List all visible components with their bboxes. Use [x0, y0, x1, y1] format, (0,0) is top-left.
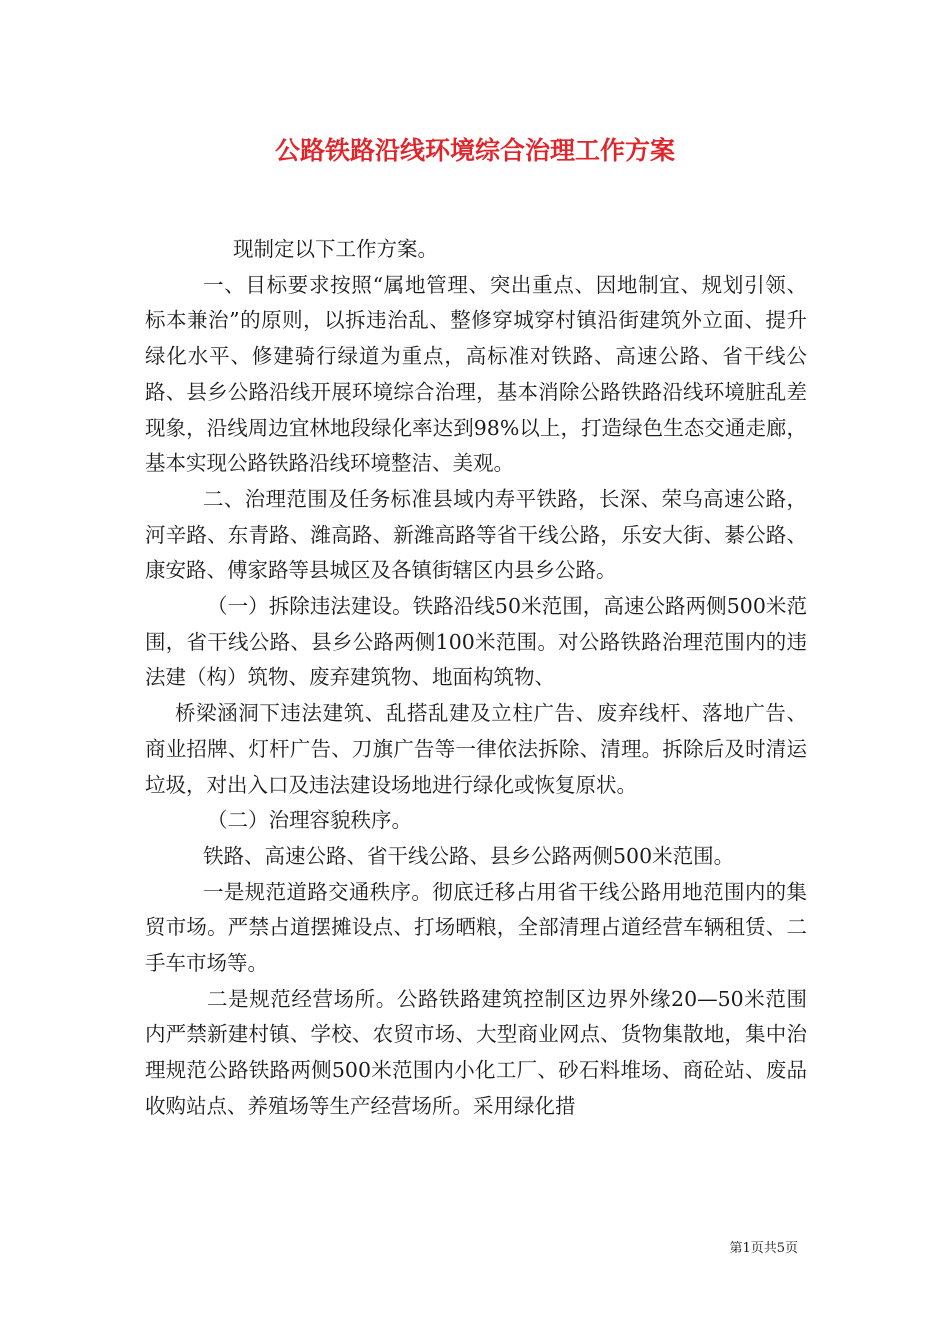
paragraph-intro: 现制定以下工作方案。 — [233, 237, 438, 261]
paragraph-scope: 二、治理范围及任务标准县域内寿平铁路，长深、荣乌高速公路，河辛路、东青路、潍高路、新潍高路等省干线公路，乐安大街、綦公路、康安路、傅家路等县城区及各镇街辖区内县乡公路。 — [145, 486, 807, 583]
document-title: 公路铁路沿线环境综合治理工作方案 — [274, 136, 675, 165]
paragraph-demolition: （一）拆除违法建设。铁路沿线50米范围，高速公路两侧500米范围，省干线公路、县乡公路两侧100米范围。对公路铁路治理范围内的违法建（构）筑物、废弃建筑物、地面构筑物、 — [145, 594, 807, 690]
paragraph-traffic: 一是规范道路交通秩序。彻底迁移占用省干线公路用地范围内的集贸市场。严禁占道摆摊设点、打场晒粮，全部清理占道经营车辆租赁、二手车市场等。 — [145, 879, 807, 976]
paragraph-order-heading: （二）治理容貌秩序。 — [207, 808, 412, 833]
paragraph-demolition-cont: 桥梁涵洞下违法建筑、乱搭乱建及立柱广告、废弃线杆、落地广告、商业招牌、灯杆广告、刀旗广告等一律依法拆除、清理。拆除后及时清运垃圾，对出入口及违法建设场地进行绿化或恢复原状。 — [145, 701, 807, 797]
paragraph-goals: 一、目标要求按照“属地管理、突出重点、因地制宜、规划引领、标本兼治”的原则，以拆违治乱、整修穿城穿村镇沿街建筑外立面、提升绿化水平、修建骑行绿道为重点，高标准对铁路、高速公路、省干线公路、县乡公路沿线开展环境综合治理，基本消除公路铁路沿线环境脏乱差现象，沿线周边宜林地段绿化率达到98%以上，打造绿色生态交通走廊，基本实现公路铁路沿线环境整洁、美观。 — [145, 272, 807, 476]
paragraph-business: 二是规范经营场所。公路铁路建筑控制区边界外缘20—50米范围内严禁新建村镇、学校、农贸市场、大型商业网点、货物集散地，集中治理规范公路铁路两侧500米范围内小化工厂、砂石料堆场、商砼站、废品收购站点、养殖场等生产经营场所。采用绿化措 — [145, 986, 807, 1118]
page-number-footer: 第1页共5页 — [729, 1241, 798, 1256]
paragraph-order-range: 铁路、高速公路、省干线公路、县乡公路两侧500米范围。 — [203, 843, 735, 868]
document-body — [145, 232, 807, 1125]
